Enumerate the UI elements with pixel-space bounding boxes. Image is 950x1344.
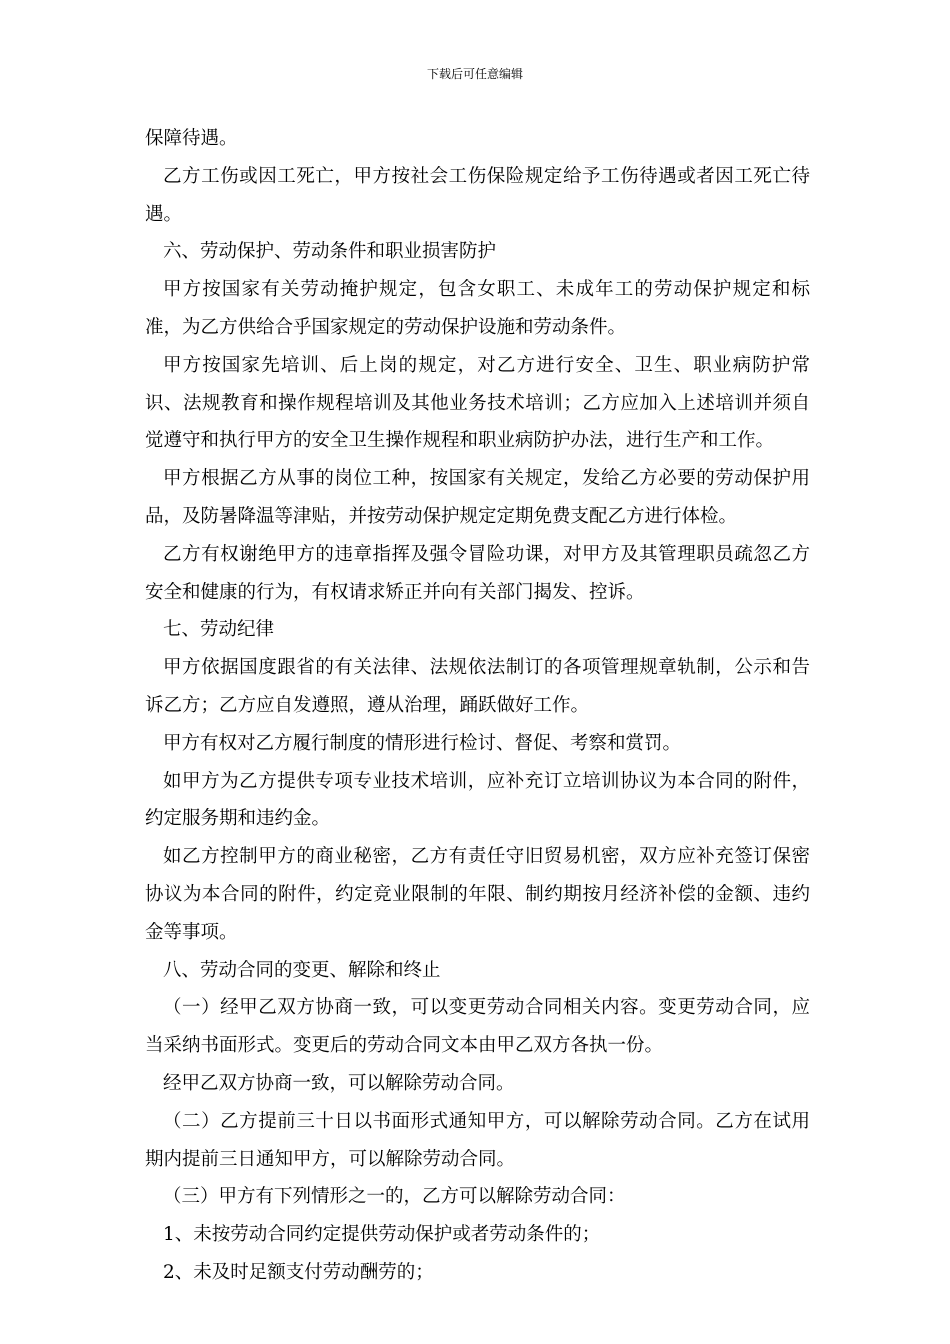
paragraph: 如甲方为乙方提供专项专业技术培训，应补充订立培训协议为本合同的附件，约定服务期和违约金。 <box>145 770 810 830</box>
page-header: 下载后可任意编辑 <box>426 67 523 81</box>
list-item: 2、未及时足额支付劳动酬劳的； <box>163 1261 434 1283</box>
list-item: 1、未按劳动合同约定提供劳动保护或者劳动条件的； <box>163 1224 601 1246</box>
paragraph: 经甲乙双方协商一致，可以解除劳动合同。 <box>163 1072 515 1094</box>
section-heading: 六、劳动保护、劳动条件和职业损害防护 <box>163 241 497 263</box>
paragraph: 甲方按国家先培训、后上岗的规定，对乙方进行安全、卫生、职业病防护常识、法规教育和操作规程培训及其他业务技术培训；乙方应加入上述培训并须自觉遵守和执行甲方的安全卫生操作规程和职业病防护办法，进行生产和工作。 <box>145 354 810 452</box>
paragraph: （三）甲方有下列情形之一的，乙方可以解除劳动合同： <box>163 1186 626 1208</box>
document-body <box>145 120 810 1292</box>
paragraph: 甲方根据乙方从事的岗位工种，按国家有关规定，发给乙方必要的劳动保护用品，及防暑降温等津贴，并按劳动保护规定定期免费支配乙方进行体检。 <box>145 468 810 527</box>
section-heading: 七、劳动纪律 <box>163 619 275 641</box>
paragraph: 甲方有权对乙方履行制度的情形进行检讨、督促、考察和赏罚。 <box>163 732 682 754</box>
paragraph: 甲方按国家有关劳动掩护规定，包含女职工、未成年工的劳动保护规定和标准，为乙方供给合乎国家规定的劳动保护设施和劳动条件。 <box>145 279 810 338</box>
paragraph: 乙方有权谢绝甲方的违章指挥及强令冒险功课，对甲方及其管理职员疏忽乙方安全和健康的行为，有权请求矫正并向有关部门揭发、控诉。 <box>145 543 810 603</box>
paragraph: （二）乙方提前三十日以书面形式通知甲方，可以解除劳动合同。乙方在试用期内提前三日通知甲方，可以解除劳动合同。 <box>145 1110 810 1170</box>
section-heading: 八、劳动合同的变更、解除和终止 <box>163 959 441 981</box>
paragraph: 甲方依据国度跟省的有关法律、法规依法制订的各项管理规章轨制，公示和告诉乙方；乙方应自发遵照，遵从治理，踊跃做好工作。 <box>145 657 810 716</box>
paragraph: 乙方工伤或因工死亡，甲方按社会工伤保险规定给予工伤待遇或者因工死亡待遇。 <box>145 165 810 225</box>
paragraph: （一）经甲乙双方协商一致，可以变更劳动合同相关内容。变更劳动合同，应当采纳书面形式。变更后的劳动合同文本由甲乙双方各执一份。 <box>145 997 810 1057</box>
paragraph: 保障待遇。 <box>145 128 238 149</box>
paragraph: 如乙方控制甲方的商业秘密，乙方有责任守旧贸易机密，双方应补充签订保密协议为本合同的附件，约定竞业限制的年限、制约期按月经济补偿的金额、违约金等事项。 <box>145 846 810 943</box>
